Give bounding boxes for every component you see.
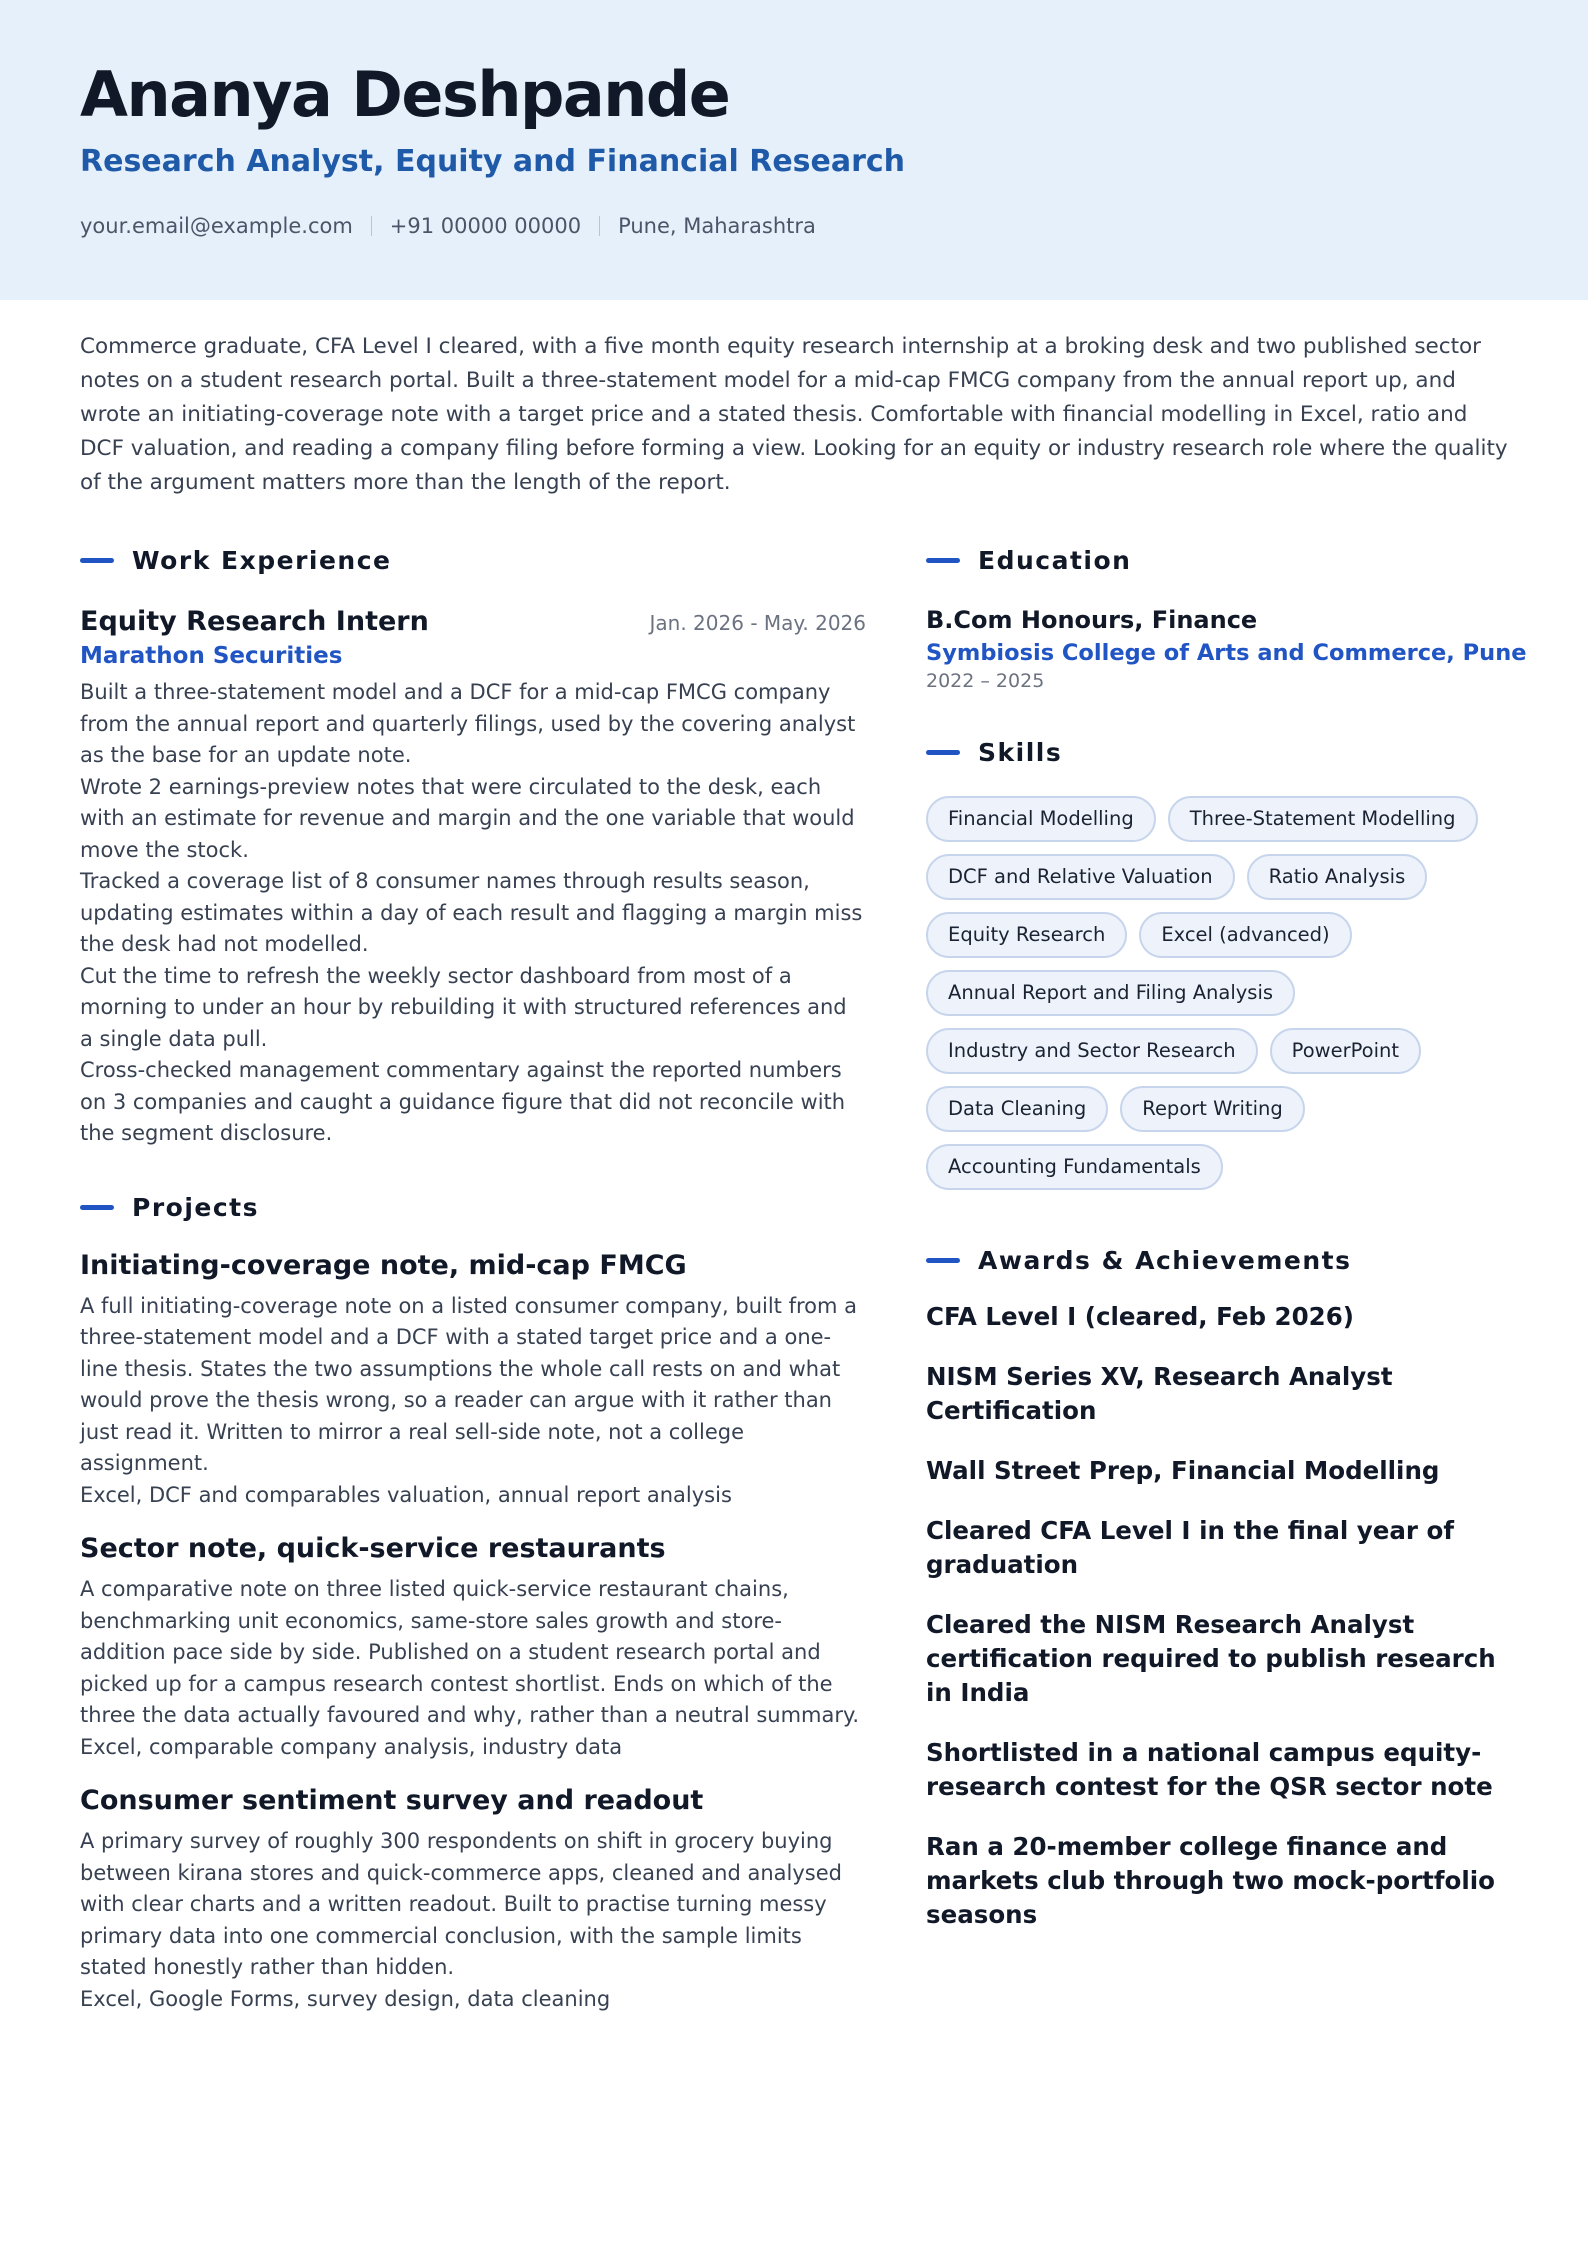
award-item: Cleared the NISM Research Analyst certification required to publish research in India	[926, 1610, 1496, 1707]
skill-chip: Data Cleaning	[926, 1086, 1108, 1132]
heading-accent-bar	[926, 558, 960, 563]
project-title: Initiating-coverage note, mid-cap FMCG	[80, 1249, 687, 1281]
project-description: A full initiating-coverage note on a listed consumer company, built from a three-statement model and a DCF with a stated target price and a one-line thesis. States the two assumptions the whole call rests on and what would prove the thesis wrong, so a reader can argue with it rather than just read it. Written to mirror a real sell-side note, not a college assignment.	[80, 1293, 857, 1475]
project-tools: Excel, Google Forms, survey design, data cleaning	[80, 1986, 611, 2011]
project-tools: Excel, DCF and comparables valuation, annual report analysis	[80, 1482, 732, 1507]
heading-accent-bar	[926, 750, 960, 755]
left-column	[80, 540, 866, 2015]
award-item: Shortlisted in a national campus equity-research contest for the QSR sector note	[926, 1738, 1493, 1801]
skills-list	[926, 796, 1510, 1202]
phone-number: +91 00000 00000	[389, 214, 582, 238]
skill-chip: Report Writing	[1120, 1086, 1304, 1132]
contact-divider	[371, 216, 372, 236]
skill-chip: Three-Statement Modelling	[1168, 796, 1478, 842]
company-name: Marathon Securities	[80, 643, 343, 669]
heading-accent-bar	[80, 558, 114, 563]
skill-chip: Excel (advanced)	[1139, 912, 1351, 958]
location: Pune, Maharashtra	[618, 214, 816, 238]
skill-chip: DCF and Relative Valuation	[926, 854, 1235, 900]
skill-chip: PowerPoint	[1270, 1028, 1421, 1074]
job-bullets	[80, 677, 866, 1150]
skill-chip: Ratio Analysis	[1247, 854, 1428, 900]
heading-accent-bar	[926, 1258, 960, 1263]
candidate-role: Research Analyst, Equity and Financial Research	[80, 144, 906, 179]
project-title: Consumer sentiment survey and readout	[80, 1785, 704, 1816]
contact-line	[80, 214, 816, 238]
degree: B.Com Honours, Finance	[926, 606, 1258, 634]
work-experience-heading: Work Experience	[80, 540, 866, 580]
candidate-name: Ananya Deshpande	[80, 58, 730, 131]
skill-chip: Accounting Fundamentals	[926, 1144, 1223, 1190]
job-title: Equity Research Intern	[80, 606, 429, 637]
job-entry	[80, 606, 866, 1150]
school-name: Symbiosis College of Arts and Commerce, Pune	[926, 640, 1527, 666]
award-item: Cleared CFA Level I in the final year of graduation	[926, 1516, 1455, 1579]
project-entry	[80, 1533, 866, 1763]
summary-paragraph: Commerce graduate, CFA Level I cleared, with a five month equity research internship at a broking desk and two published sector notes on a student research portal. Built a three-statement model for a mid-cap FMCG company from the annual report up, and wrote an initiating-coverage note with a target price and a stated thesis. Comfortable with financial modelling in Excel, ratio and DCF valuation, and reading a company filing before forming a view. Looking for an equity or industry research role where the quality of the argument matters more than the length of the report.	[80, 334, 1508, 495]
job-bullet: Wrote 2 earnings-preview notes that were circulated to the desk, each with an estimate for revenue and margin and the one variable that would move the stock.	[80, 774, 855, 862]
job-bullet: Cut the time to refresh the weekly sector dashboard from most of a morning to under an hour by rebuilding it with structured references and a single data pull.	[80, 963, 847, 1051]
education-years: 2022 – 2025	[926, 670, 1045, 692]
skill-chip: Annual Report and Filing Analysis	[926, 970, 1295, 1016]
heading-accent-bar	[80, 1205, 114, 1210]
award-item: NISM Series XV, Research Analyst Certification	[926, 1362, 1393, 1425]
project-title: Sector note, quick-service restaurants	[80, 1533, 666, 1564]
skill-chip: Equity Research	[926, 912, 1127, 958]
contact-divider	[599, 216, 600, 236]
skills-heading: Skills	[926, 732, 1510, 772]
project-entry	[80, 1250, 866, 1512]
skill-chip: Financial Modelling	[926, 796, 1156, 842]
email-link[interactable]: your.email@example.com	[80, 214, 353, 238]
right-column	[926, 540, 1527, 1932]
project-description: A comparative note on three listed quick-service restaurant chains, benchmarking unit economics, same-store sales growth and store-addition pace side by side. Published on a student research portal and picked up for a campus research contest shortlist. Ends on which of the three the data actually favoured and why, rather than a neutral summary.	[80, 1577, 860, 1727]
award-item: Wall Street Prep, Financial Modelling	[926, 1456, 1440, 1485]
project-description: A primary survey of roughly 300 respondents on shift in grocery buying between kirana stores and quick-commerce apps, cleaned and analysed with clear charts and a written readout. Built to practise turning messy primary data into one commercial conclusion, with the sample limits stated honestly rather than hidden.	[80, 1829, 842, 1979]
job-bullet: Cross-checked management commentary against the reported numbers on 3 companies and caught a guidance figure that did not reconcile with the segment disclosure.	[80, 1058, 846, 1145]
award-item: CFA Level I (cleared, Feb 2026)	[926, 1302, 1354, 1331]
project-tools: Excel, comparable company analysis, industry data	[80, 1734, 623, 1759]
job-bullet: Tracked a coverage list of 8 consumer names through results season, updating estimates within a day of each result and flagging a margin miss the desk had not modelled.	[80, 869, 863, 956]
job-bullet: Built a three-statement model and a DCF for a mid-cap FMCG company from the annual report and quarterly filings, used by the covering analyst as the base for an update note.	[80, 680, 856, 767]
education-heading: Education	[926, 540, 1510, 580]
awards-list	[926, 1300, 1510, 1932]
project-entry	[80, 1785, 866, 2015]
header-band	[0, 0, 1588, 300]
skill-chip: Industry and Sector Research	[926, 1028, 1258, 1074]
projects-heading: Projects	[80, 1188, 866, 1228]
award-item: Ran a 20-member college finance and markets club through two mock-portfolio seasons	[926, 1832, 1496, 1929]
job-dates: Jan. 2026 - May. 2026	[649, 611, 866, 635]
awards-heading: Awards & Achievements	[926, 1240, 1510, 1280]
